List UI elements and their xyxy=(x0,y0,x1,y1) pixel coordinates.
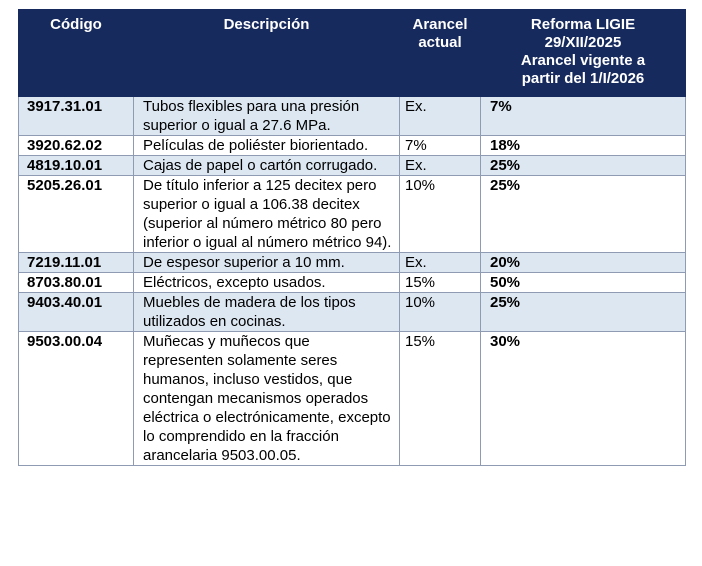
header-reforma-line-2: 29/XII/2025 xyxy=(544,34,622,51)
header-reforma-line-1: Reforma LIGIE xyxy=(530,16,636,33)
table-row xyxy=(19,332,686,466)
cell-codigo: 7219.11.01 xyxy=(19,253,134,273)
table-row xyxy=(19,136,686,156)
table-row xyxy=(19,273,686,293)
table-header-row xyxy=(19,10,686,97)
cell-arancel-actual: 15% xyxy=(400,332,481,466)
cell-reforma: 50% xyxy=(481,273,686,293)
cell-reforma: 25% xyxy=(481,156,686,176)
header-reforma-line-3: Arancel vigente a xyxy=(520,52,646,69)
table-row xyxy=(19,176,686,253)
header-reforma-line-4: partir del 1/I/2026 xyxy=(521,70,645,87)
cell-arancel-actual: 10% xyxy=(400,176,481,253)
cell-arancel-actual: 10% xyxy=(400,293,481,332)
cell-descripcion: Muebles de madera de los tipos utilizados en cocinas. xyxy=(134,293,400,332)
table-row xyxy=(19,97,686,136)
tariff-table-container xyxy=(18,9,685,466)
cell-arancel-actual: 7% xyxy=(400,136,481,156)
cell-reforma: 20% xyxy=(481,253,686,273)
tariff-table xyxy=(18,9,686,466)
cell-codigo: 9403.40.01 xyxy=(19,293,134,332)
cell-reforma: 7% xyxy=(481,97,686,136)
cell-descripcion: De espesor superior a 10 mm. xyxy=(134,253,400,273)
cell-codigo: 8703.80.01 xyxy=(19,273,134,293)
header-arancel-actual: Arancel actual xyxy=(400,10,481,97)
cell-descripcion: Muñecas y muñecos que representen solamente seres humanos, incluso vestidos, que contengan mecanismos operados eléctrica o electrónicamente, excepto lo comprendido en la fracción arancelaria 9503.00.05. xyxy=(134,332,400,466)
cell-arancel-actual: Ex. xyxy=(400,253,481,273)
table-row xyxy=(19,293,686,332)
cell-arancel-actual: Ex. xyxy=(400,156,481,176)
header-codigo: Código xyxy=(19,10,134,97)
cell-reforma: 25% xyxy=(481,176,686,253)
header-descripcion: Descripción xyxy=(134,10,400,97)
cell-codigo: 3917.31.01 xyxy=(19,97,134,136)
cell-descripcion: Películas de poliéster biorientado. xyxy=(134,136,400,156)
cell-codigo: 5205.26.01 xyxy=(19,176,134,253)
header-reforma xyxy=(481,10,686,97)
table-row xyxy=(19,156,686,176)
cell-descripcion: Eléctricos, excepto usados. xyxy=(134,273,400,293)
cell-codigo: 3920.62.02 xyxy=(19,136,134,156)
cell-reforma: 18% xyxy=(481,136,686,156)
cell-descripcion: Tubos flexibles para una presión superior o igual a 27.6 MPa. xyxy=(134,97,400,136)
cell-descripcion: De título inferior a 125 decitex pero superior o igual a 106.38 decitex (superior al número métrico 80 pero inferior o igual al número métrico 94). xyxy=(134,176,400,253)
cell-codigo: 4819.10.01 xyxy=(19,156,134,176)
cell-reforma: 25% xyxy=(481,293,686,332)
cell-codigo: 9503.00.04 xyxy=(19,332,134,466)
table-row xyxy=(19,253,686,273)
cell-arancel-actual: Ex. xyxy=(400,97,481,136)
cell-descripcion: Cajas de papel o cartón corrugado. xyxy=(134,156,400,176)
cell-arancel-actual: 15% xyxy=(400,273,481,293)
cell-reforma: 30% xyxy=(481,332,686,466)
